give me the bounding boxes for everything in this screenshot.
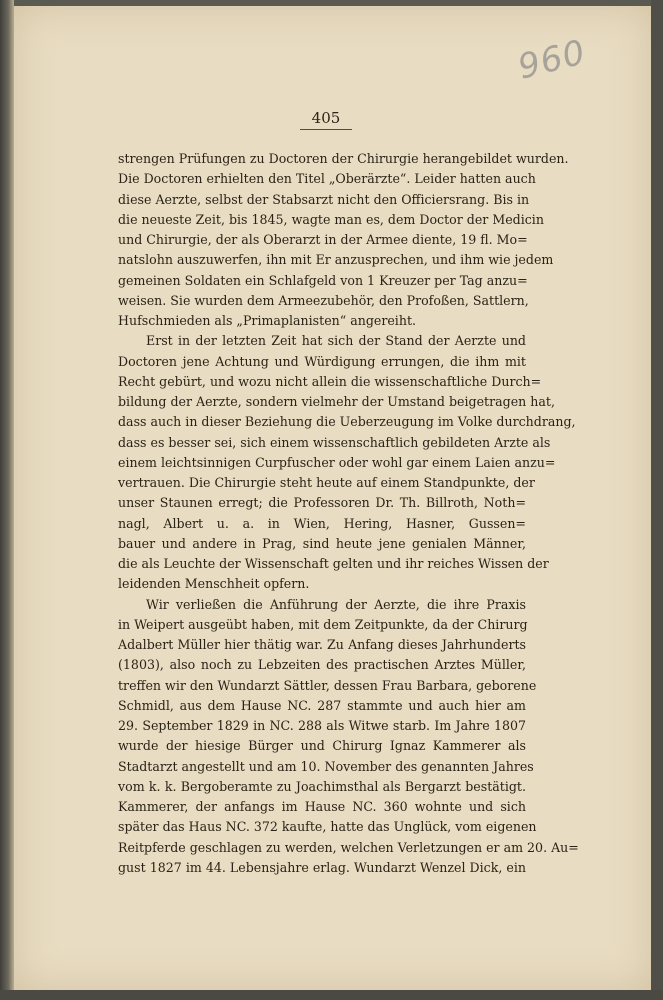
text-line: in Weipert ausgeübt haben, mit dem Zeitpunkte, da der Chirurg [118,616,528,632]
text-line: weisen. Sie wurden dem Armeezubehör, den Profoßen, Sattlern, [118,292,529,308]
book-spine [0,0,14,1000]
body-text [118,149,579,878]
text-line: leidenden Menschheit opfern. [118,576,310,592]
text-line: treffen wir den Wundarzt Sättler, dessen Frau Barbara, geborene [118,677,537,693]
text-line: nagl, Albert u. a. in Wien, Hering, Hasner, Gussen= [118,515,526,531]
text-line: Erst in der letzten Zeit hat sich der Stand der Aerzte und [146,333,526,349]
text-line: vom k. k. Bergoberamte zu Joachimsthal als Bergarzt bestätigt. [118,778,526,794]
text-line: dass auch in dieser Beziehung die Ueberzeugung im Volke durchdrang, [118,414,576,430]
text-line: gust 1827 im 44. Lebensjahre erlag. Wundarzt Wenzel Dick, ein [118,859,526,875]
text-line: einem leichtsinnigen Curpfuscher oder wohl gar einem Laien anzu= [118,454,556,470]
text-line: Wir verließen die Anführung der Aerzte, die ihre Praxis [146,596,526,612]
text-line: Doctoren jene Achtung und Würdigung errungen, die ihm mit [118,353,526,369]
text-line: strengen Prüfungen zu Doctoren der Chirurgie herangebildet wurden. [118,151,569,166]
text-line: und Chirurgie, der als Oberarzt in der Armee diente, 19 fl. Mo= [118,232,528,247]
text-line: später das Haus NC. 372 kaufte, hatte das Unglück, vom eigenen [118,819,537,835]
text-line: die neueste Zeit, bis 1845, wagte man es, dem Doctor der Medicin [118,211,544,227]
text-line: die als Leuchte der Wissenschaft gelten und ihr reiches Wissen der [118,556,549,571]
text-line: Stadtarzt angestellt und am 10. November des genannten Jahres [118,758,534,774]
text-line: Kammerer, der anfangs im Hause NC. 360 wohnte und sich [118,799,526,814]
text-line: unser Staunen erregt; die Professoren Dr. Th. Billroth, Noth= [118,495,526,511]
text-line: bauer und andere in Prag, sind heute jene genialen Männer, [118,535,526,551]
page-edge-right [651,0,663,1000]
text-line: Reitpferde geschlagen zu werden, welchen Verletzungen er am 20. Au= [118,839,579,855]
pencil-annotation: 960 [514,32,590,88]
text-line: dass es besser sei, sich einem wissenschaftlich gebildeten Arzte als [118,434,551,450]
text-line: Recht gebürt, und wozu nicht allein die wissenschaftliche Durch= [118,373,542,389]
text-line: Adalbert Müller hier thätig war. Zu Anfang dieses Jahrhunderts [118,637,526,652]
text-line: gemeinen Soldaten ein Schlafgeld von 1 Kreuzer per Tag anzu= [118,272,528,288]
text-line: vertrauen. Die Chirurgie steht heute auf einem Standpunkte, der [118,475,535,490]
text-line: wurde der hiesige Bürger und Chirurg Ignaz Kammerer als [118,738,526,754]
page-edge-bottom [0,990,663,1000]
text-line: Hufschmieden als „Primaplanisten“ angereiht. [118,313,417,328]
text-line: diese Aerzte, selbst der Stabsarzt nicht den Officiersrang. Bis in [118,191,530,207]
text-line: (1803), also noch zu Lebzeiten des practischen Arztes Müller, [118,657,526,673]
text-line: Schmidl, aus dem Hause NC. 287 stammte und auch hier am [118,697,526,713]
text-line: Die Doctoren erhielten den Titel „Oberärzte“. Leider hatten auch [118,171,536,187]
text-line: natslohn auszuwerfen, ihn mit Er anzusprechen, und ihm wie jedem [118,252,554,268]
page-number: 405 [300,109,352,130]
text-line: 29. September 1829 in NC. 288 als Witwe starb. Im Jahre 1807 [118,718,526,733]
text-line: bildung der Aerzte, sondern vielmehr der Umstand beigetragen hat, [118,394,555,409]
